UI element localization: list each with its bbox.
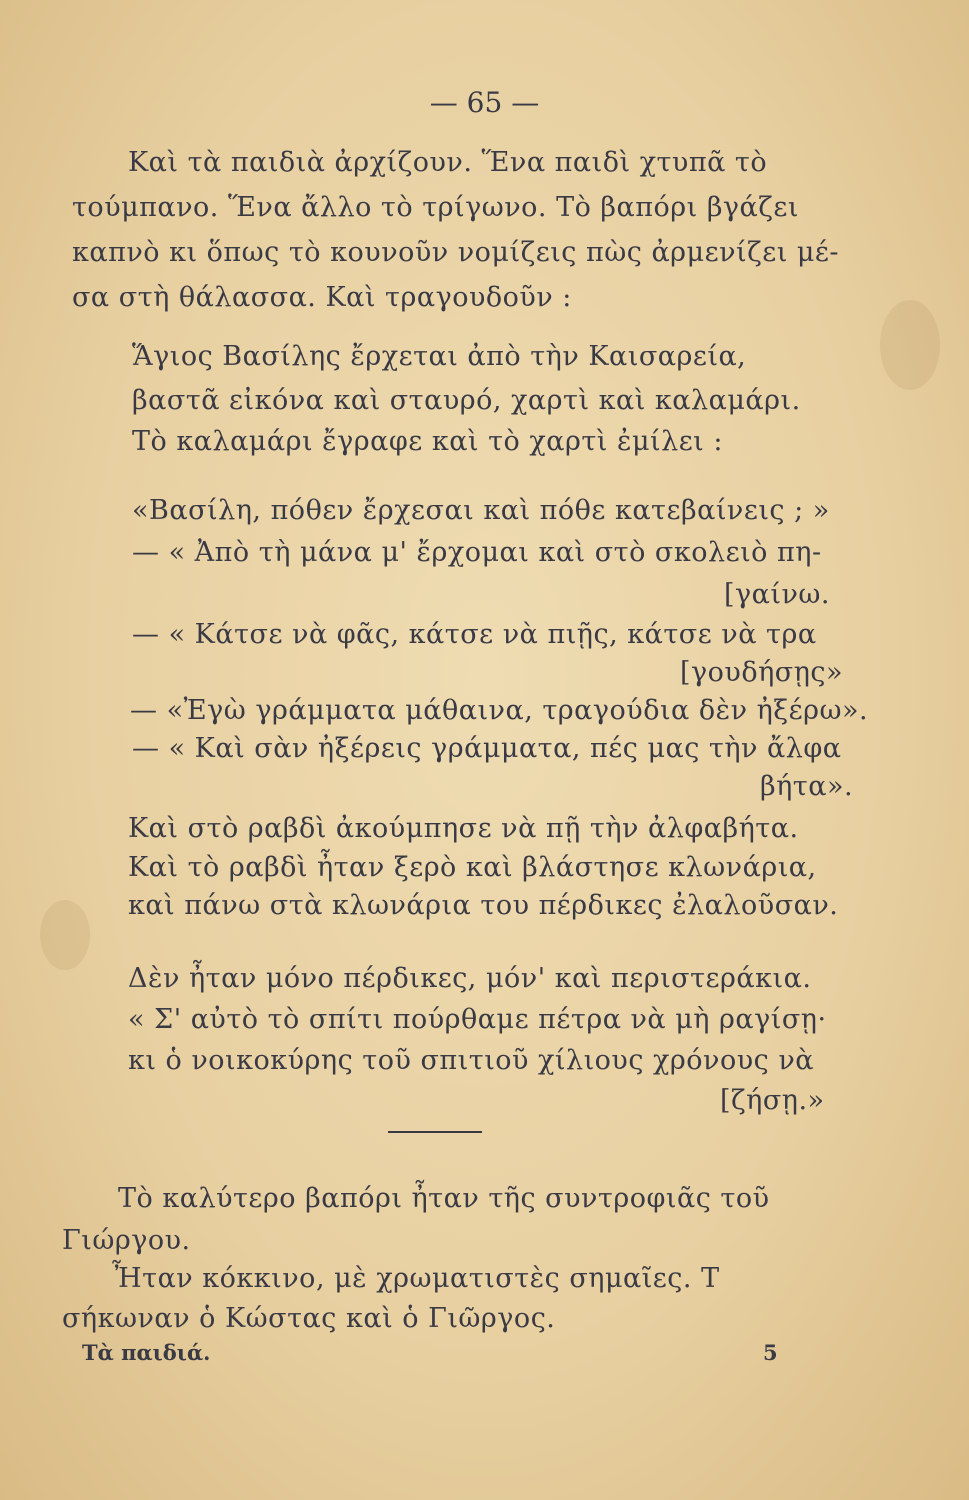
verse-line: Ἅγιος Βασίλης ἔρχεται ἀπὸ τὴν Καισαρεία, bbox=[132, 341, 747, 372]
verse-line: — « Ἀπὸ τὴ μάνα μ' ἔρχομαι καὶ στὸ σκολειὸ πη- bbox=[132, 537, 822, 568]
signature-mark: 5 bbox=[763, 1340, 778, 1365]
verse-line: « Σ' αὐτὸ τὸ σπίτι πούρθαμε πέτρα νὰ μὴ ραγίσῃ· bbox=[128, 1004, 827, 1035]
text-line: Τὸ καλύτερο βαπόρι ἦταν τῆς συντροφιᾶς τοῦ bbox=[118, 1183, 770, 1214]
verse-line: Καὶ τὸ ραβδὶ ἦταν ξερὸ καὶ βλάστησε κλωνάρια, bbox=[128, 852, 817, 883]
text-line: Γιώργου. bbox=[62, 1225, 191, 1256]
verse-line: κι ὁ νοικοκύρης τοῦ σπιτιοῦ χίλιους χρόνους νὰ bbox=[128, 1045, 814, 1076]
verse-line: Τὸ καλαμάρι ἔγραφε καὶ τὸ χαρτὶ ἐμίλει : bbox=[132, 426, 723, 457]
text-line: σήκωναν ὁ Κώστας καὶ ὁ Γιῶργος. bbox=[62, 1303, 556, 1334]
verse-line: [ζήσῃ.» bbox=[720, 1085, 825, 1116]
verse-line: [γουδήσῃς» bbox=[680, 657, 844, 688]
verse-line: Δὲν ἦταν μόνο πέρδικες, μόν' καὶ περιστεράκια. bbox=[128, 963, 812, 994]
verse-line: βήτα». bbox=[760, 771, 854, 802]
verse-line: βαστᾶ εἰκόνα καὶ σταυρό, χαρτὶ καὶ καλαμάρι. bbox=[132, 385, 801, 416]
text-line: Ἦταν κόκκινο, μὲ χρωματιστὲς σημαῖες. Τ bbox=[112, 1263, 720, 1294]
text-line: τούμπανο. Ἕνα ἄλλο τὸ τρίγωνο. Τὸ βαπόρι βγάζει bbox=[72, 192, 800, 223]
verse-line: — « Καὶ σὰν ἠξέρεις γράμματα, πές μας τὴν ἄλφα bbox=[132, 733, 842, 764]
text-line: Καὶ τὰ παιδιὰ ἀρχίζουν. Ἕνα παιδὶ χτυπᾶ τὸ bbox=[128, 147, 768, 178]
section-divider bbox=[388, 1131, 482, 1133]
verse-line: «Βασίλη, πόθεν ἔρχεσαι καὶ πόθε κατεβαίνεις ; » bbox=[132, 495, 830, 526]
verse-line: — «Ἐγὼ γράμματα μάθαινα, τραγούδια δὲν ἠξέρω». bbox=[130, 695, 869, 726]
text-line: καπνὸ κι ὅπως τὸ κουνοῦν νομίζεις πὼς ἀρμενίζει μέ- bbox=[72, 237, 840, 268]
verse-line: [γαίνω. bbox=[724, 579, 831, 610]
paper-stain bbox=[880, 300, 940, 390]
footer-title: Τὰ παιδιά. bbox=[82, 1340, 211, 1365]
verse-line: — « Κάτσε νὰ φᾶς, κάτσε νὰ πιῇς, κάτσε νὰ τρα bbox=[132, 619, 817, 650]
verse-line: Καὶ στὸ ραβδὶ ἀκούμπησε νὰ πῇ τὴν ἀλφαβήτα. bbox=[128, 813, 799, 844]
verse-line: καὶ πάνω στὰ κλωνάρια του πέρδικες ἐλαλοῦσαν. bbox=[128, 890, 839, 921]
page-number: — 65 — bbox=[429, 86, 540, 119]
text-line: σα στὴ θάλασσα. Καὶ τραγουδοῦν : bbox=[72, 282, 572, 313]
paper-stain bbox=[40, 900, 90, 970]
